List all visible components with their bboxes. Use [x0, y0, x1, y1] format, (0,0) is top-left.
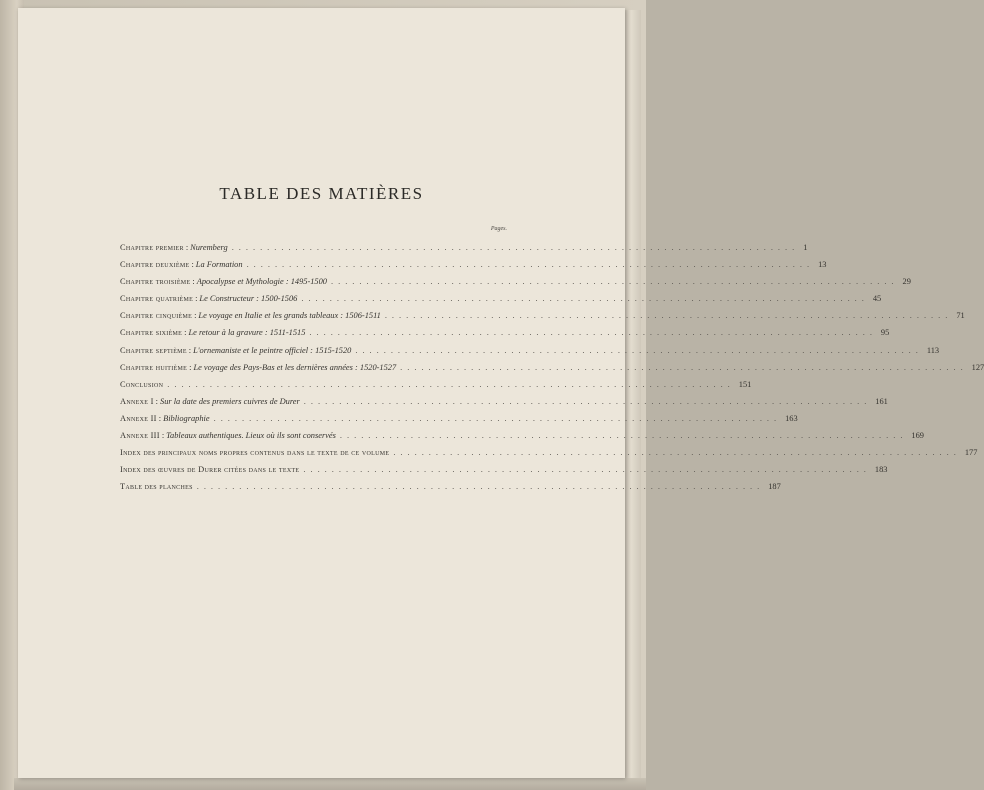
pages-column-label: Pages.: [490, 226, 507, 232]
toc-entry-subject: Tableaux authentiques. Lieux où ils sont conservés: [166, 431, 336, 441]
toc-entry-separator: :: [194, 311, 197, 321]
toc-leader-dots: ................................................................................: [309, 328, 877, 338]
toc-entry: [120, 328, 890, 345]
toc-entry-label: Chapitre premier: [120, 243, 184, 252]
toc-leader-dots: ................................................................................: [400, 362, 968, 372]
toc-page-number: 127: [971, 362, 984, 372]
toc-leader-dots: ................................................................................: [246, 260, 815, 270]
toc-entry: [120, 362, 984, 380]
toc-leader-dots: ................................................................................: [393, 448, 961, 458]
toc-entry-separator: :: [189, 362, 192, 372]
toc-entry-separator: :: [185, 243, 189, 252]
toc-page-number: 183: [874, 465, 888, 475]
toc-leader-dots: ................................................................................: [331, 277, 899, 287]
toc-entry-label: Chapitre cinquième: [120, 311, 193, 321]
toc-entry-label: Chapitre septième: [120, 345, 187, 355]
book-page: [18, 8, 984, 778]
toc-entry-subject: Le Constructeur : 1500-1506: [199, 294, 298, 304]
toc-entry: [120, 260, 827, 277]
toc-entry-separator: :: [192, 277, 195, 287]
toc-entry: [120, 379, 752, 397]
toc-page-number: 71: [956, 311, 965, 321]
toc-page-number: 45: [872, 294, 882, 304]
toc-entry-subject: Nuremberg: [190, 243, 228, 252]
toc-leader-dots: ................................................................................: [231, 243, 800, 252]
toc-entry: [120, 243, 808, 260]
toc-entry-subject: Le voyage en Italie et les grands tableaux : 1506-1511: [198, 311, 381, 321]
toc-entry-label: Annexe II: [120, 413, 157, 423]
toc-entry-separator: :: [155, 396, 158, 406]
toc-entry-separator: :: [188, 345, 192, 355]
table-of-contents: [120, 243, 984, 499]
toc-entry-separator: :: [161, 431, 165, 441]
toc-entry-separator: :: [158, 413, 162, 423]
toc-leader-dots: ................................................................................: [303, 465, 871, 475]
toc-entry-subject: Apocalypse et Mythologie : 1495-1500: [196, 277, 327, 287]
toc-entry-subject: Sur la date des premiers cuivres de Durer: [160, 396, 300, 406]
toc-leader-dots: ................................................................................: [303, 396, 872, 406]
toc-entry-label: Chapitre huitième: [120, 362, 188, 372]
toc-entry: [120, 482, 781, 499]
toc-entry-label: Annexe I: [120, 396, 154, 406]
toc-leader-dots: ................................................................................: [384, 311, 953, 321]
toc-entry-subject: La Formation: [195, 260, 243, 270]
toc-page-number: 13: [818, 260, 827, 270]
toc-entry: [120, 448, 978, 465]
page-bottom-edge: [14, 778, 646, 790]
toc-entry-label: Chapitre troisième: [120, 277, 191, 287]
toc-page-number: 177: [964, 448, 978, 458]
toc-page-number: 161: [875, 396, 888, 406]
toc-entry-subject: Le voyage des Pays-Bas et les dernières années : 1520-1527: [193, 362, 397, 372]
toc-entry-subject: Bibliographie: [163, 413, 210, 423]
toc-page-number: 169: [911, 431, 924, 441]
toc-entry-label: Chapitre deuxième: [120, 260, 190, 270]
toc-entry-separator: :: [191, 260, 194, 270]
toc-entry: [120, 413, 798, 431]
toc-page-number: 1: [803, 243, 808, 252]
toc-page-number: 151: [738, 379, 752, 389]
toc-leader-dots: ................................................................................: [339, 431, 908, 441]
toc-leader-dots: ................................................................................: [301, 294, 869, 304]
toc-entry-label: Chapitre quatrième: [120, 294, 194, 304]
toc-entry: [120, 396, 888, 414]
toc-entry: [120, 294, 882, 311]
toc-entry-subject: Le retour à la gravure : 1511-1515: [188, 328, 306, 338]
toc-entry: [120, 311, 965, 328]
toc-entry-separator: :: [195, 294, 198, 304]
toc-entry-label: Conclusion: [120, 379, 164, 389]
page-title: TABLE DES MATIÈRES: [219, 184, 424, 203]
toc-leader-dots: ................................................................................: [196, 482, 765, 492]
toc-leader-dots: ................................................................................: [213, 413, 782, 423]
toc-page-number: 29: [902, 277, 911, 287]
toc-leader-dots: ................................................................................: [355, 345, 923, 355]
toc-entry-label: Index des principaux noms propres contenus dans le texte de ce volume: [120, 448, 390, 458]
toc-entry: [120, 277, 911, 294]
toc-entry-label: Index des œuvres de Durer citées dans le texte: [120, 465, 300, 475]
toc-entry-label: Chapitre sixième: [120, 328, 183, 338]
toc-entry-label: Table des planches: [120, 482, 193, 492]
toc-entry: [120, 465, 888, 482]
toc-entry: [120, 431, 924, 448]
toc-entry: [120, 345, 940, 363]
toc-entry-subject: L'ornemaniste et le peintre officiel : 1515-1520: [193, 345, 352, 355]
toc-entry-label: Annexe III: [120, 431, 160, 441]
toc-entry-separator: :: [184, 328, 187, 338]
toc-page-number: 113: [926, 345, 940, 355]
toc-page-number: 187: [768, 482, 781, 492]
toc-leader-dots: ................................................................................: [167, 379, 735, 389]
toc-page-number: 95: [880, 328, 890, 338]
page-stack-edge: [625, 10, 641, 778]
toc-page-number: 163: [785, 413, 798, 423]
